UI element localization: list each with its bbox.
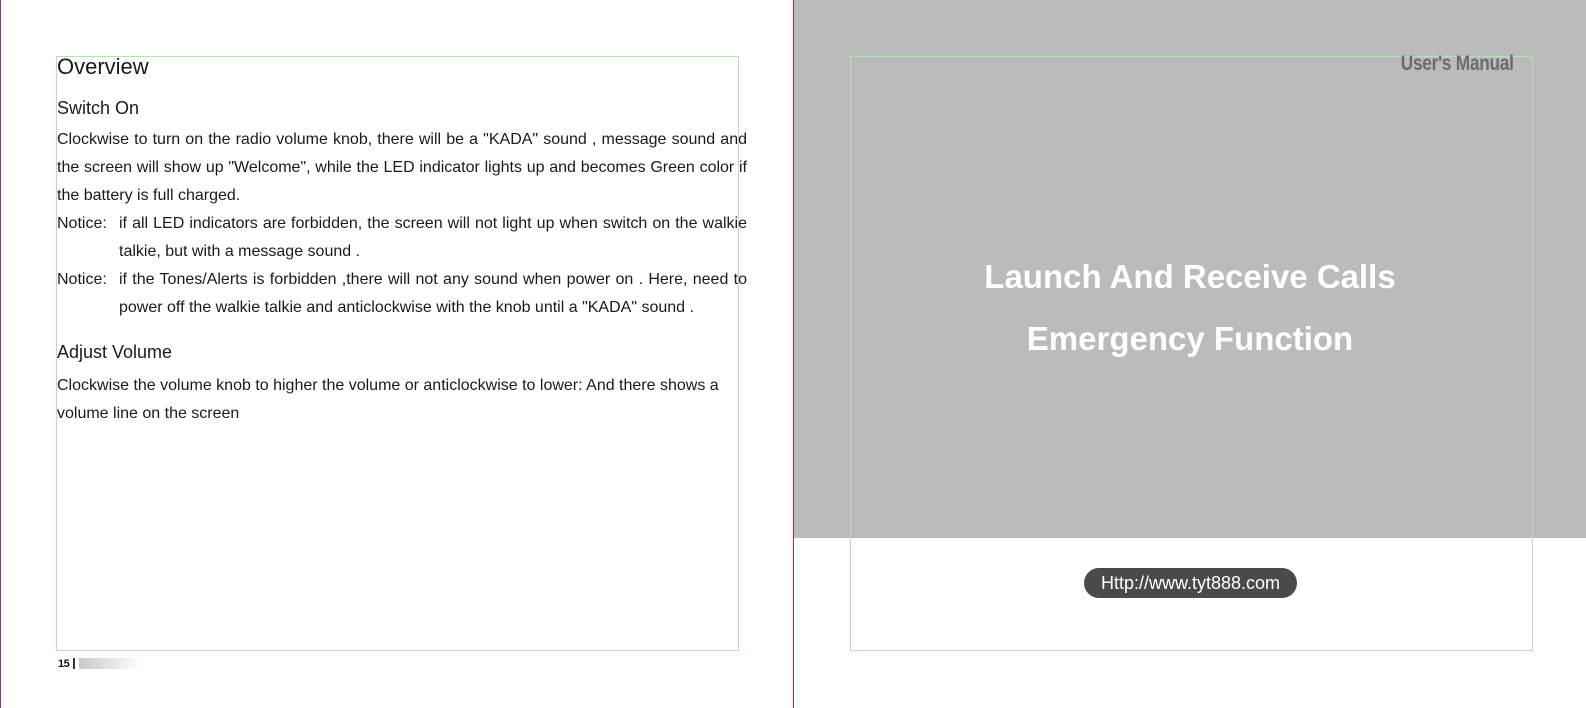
right-page — [794, 0, 1586, 708]
website-url-badge[interactable]: Http://www.tyt888.com — [1084, 568, 1297, 598]
chapter-title-emergency: Emergency Function — [1026, 320, 1354, 357]
notice-tones — [57, 266, 747, 322]
section-heading-adjust-volume: Adjust Volume — [57, 342, 173, 362]
page-number: 15 — [58, 658, 70, 670]
notice-label: Notice: — [57, 271, 107, 288]
manual-header-title: User's Manual — [1401, 52, 1514, 75]
page-title: Overview — [57, 54, 149, 79]
left-page-content — [57, 52, 747, 428]
chapter-title-launch-calls: Launch And Receive Calls — [984, 258, 1396, 295]
switch-on-paragraph: Clockwise to turn on the radio volume knob, there will be a "KADA" sound , message sound and the screen will show up "Welcome", while the LED indicator lights up and becomes Green color if the battery is full charged. — [57, 131, 747, 204]
notice-label: Notice: — [57, 215, 107, 232]
notice-led — [57, 210, 747, 266]
page-number-divider — [73, 658, 75, 669]
notice-led-text: if all LED indicators are forbidden, the screen will not light up when switch on the walkie talkie, but with a message sound . — [119, 215, 747, 260]
left-page — [1, 0, 793, 708]
section-heading-switch-on: Switch On — [57, 98, 140, 118]
page-number-gradient-bar — [79, 658, 141, 669]
adjust-volume-paragraph: Clockwise the volume knob to higher the volume or anticlockwise to lower: And there shows a volume line on the screen — [57, 377, 719, 422]
notice-tones-text: if the Tones/Alerts is forbidden ,there will not any sound when power on . Here, need to power off the walkie talkie and anticlockwise with the knob until a "KADA" sound . — [119, 271, 747, 316]
